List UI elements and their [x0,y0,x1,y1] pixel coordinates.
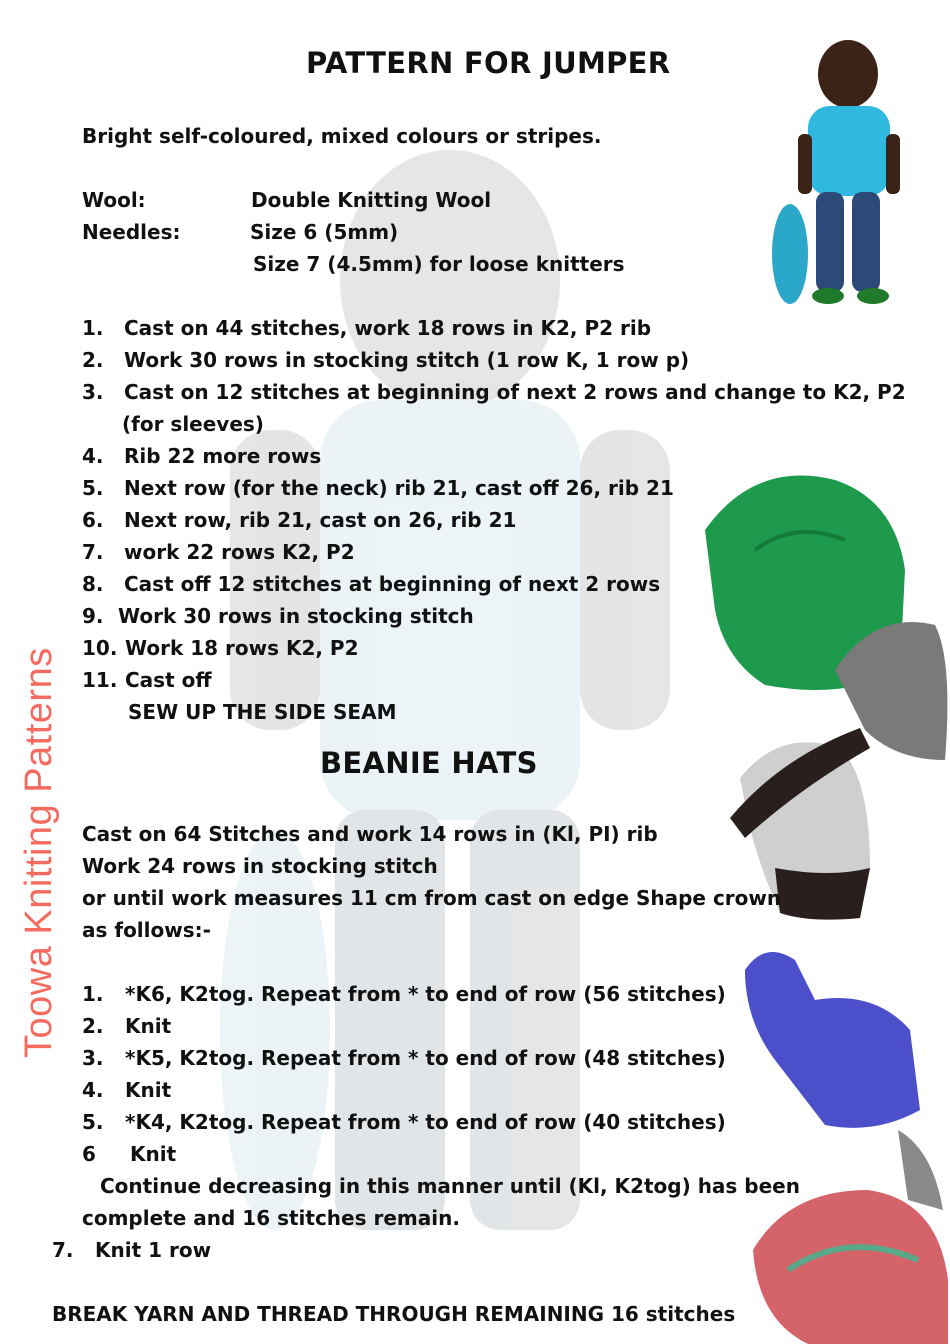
list-item: (for sleeves) [122,412,264,436]
beanie-intro-line: as follows:- [82,918,211,942]
beanie-intro-line: or until work measures 11 cm from cast on edge Shape crown [82,886,782,910]
beanie-intro-line: Cast on 64 Stitches and work 14 rows in (Kl, PI) rib [82,822,658,846]
list-item: 11. Cast off [82,668,212,692]
list-item: 2. Knit [82,1014,172,1038]
list-item: 3. Cast on 12 stitches at beginning of next 2 rows and change to K2, P2 [82,380,906,404]
needles-value: Size 6 (5mm) [250,220,399,244]
list-item: 7. work 22 rows K2, P2 [82,540,355,564]
child-blue-jumper-photo [768,34,918,306]
beanie-intro-line: Work 24 rows in stocking stitch [82,854,438,878]
jumper-steps-list [82,316,906,700]
beanie-steps-list [82,982,726,1174]
beanie-title: BEANIE HATS [320,746,538,780]
continue-decreasing-text: Continue decreasing in this manner until (Kl, K2tog) has been [100,1174,800,1198]
list-item: 6 Knit [82,1142,177,1166]
list-item: 4. Rib 22 more rows [82,444,322,468]
needles-value-loose: Size 7 (4.5mm) for loose knitters [253,252,625,276]
list-item: 1. Cast on 44 stitches, work 18 rows in K2, P2 rib [82,316,652,340]
list-item: 2. Work 30 rows in stocking stitch (1 row K, 1 row p) [82,348,690,372]
list-item: 1. *K6, K2tog. Repeat from * to end of row (56 stitches) [82,982,726,1006]
wool-value: Double Knitting Wool [251,188,492,212]
list-item: 9. Work 30 rows in stocking stitch [82,604,474,628]
final-instruction: BREAK YARN AND THREAD THROUGH REMAINING 16 stitches [52,1302,736,1326]
list-item: 10. Work 18 rows K2, P2 [82,636,359,660]
purple-jumper-photo [735,940,935,1140]
beanie-intro [82,822,781,950]
jumper-title: PATTERN FOR JUMPER [306,46,671,80]
sew-seam-note: SEW UP THE SIDE SEAM [128,700,397,724]
needles-label: Needles: [82,220,181,244]
list-item: 8. Cast off 12 stitches at beginning of next 2 rows [82,572,661,596]
multicolour-jumper-photo [748,1130,950,1344]
jumper-intro: Bright self-coloured, mixed colours or stripes. [82,124,602,148]
continue-decreasing-text-2: complete and 16 stitches remain. [82,1206,460,1230]
list-item: 5. Next row (for the neck) rib 21, cast off 26, rib 21 [82,476,674,500]
wool-label: Wool: [82,188,146,212]
step-7: 7. Knit 1 row [52,1238,212,1262]
list-item: 5. *K4, K2tog. Repeat from * to end of row (40 stitches) [82,1110,726,1134]
brand-label: Toowa Knitting Patterns [18,647,60,1058]
list-item: 6. Next row, rib 21, cast on 26, rib 21 [82,508,517,532]
list-item: 4. Knit [82,1078,172,1102]
list-item: 3. *K5, K2tog. Repeat from * to end of row (48 stitches) [82,1046,726,1070]
